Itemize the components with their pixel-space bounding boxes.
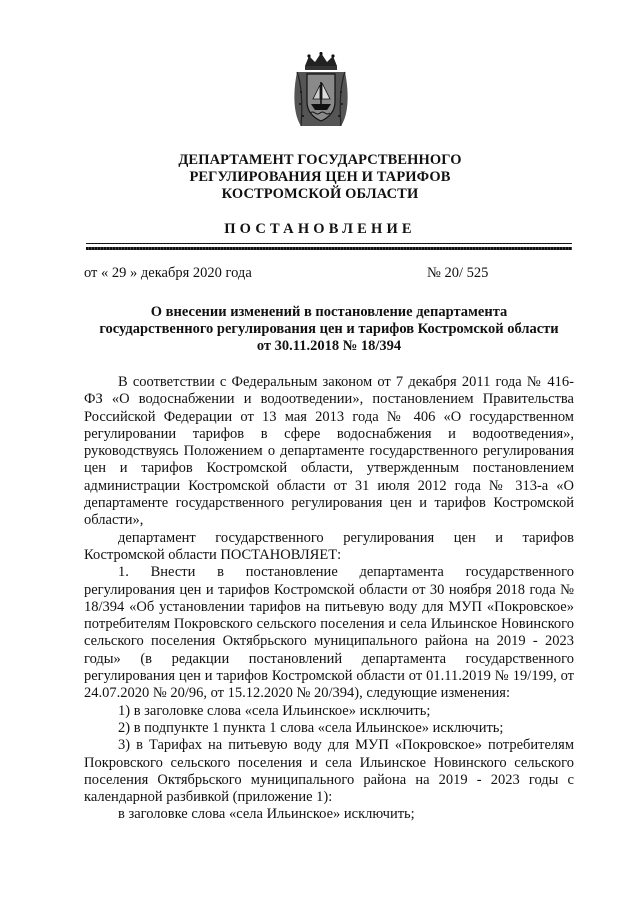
paragraph-subitem-1: 1) в заголовке слова «села Ильинское» исключить; <box>118 702 431 719</box>
title-line-2: государственного регулирования цен и тарифов Костромской области <box>99 321 559 337</box>
document-body <box>84 374 574 824</box>
kostroma-coat-of-arms-icon <box>291 52 351 130</box>
paragraph-subitem-3: 3) в Тарифах на питьевую воду для МУП «Покровское» потребителям Покровского сельского поселения и села Ильинское Новинского сельского поселения Октябрьского муниципального района на 2019 - 2023 годы с календарной разбивкой (приложение 1): <box>84 737 574 806</box>
paragraph-item-1: 1. Внести в постановление департамента государственного регулирования цен и тарифов Костромской области от 30 ноября 2018 года № 18/394 «Об установлении тарифов на питьевую воду для МУП «Покровское» потребителям Покровского сельского поселения и села Ильинское Новинского сельского поселения Октябрьского муниципального района на 2019 - 2023 годы» (в редакции постановлений департамента государственного регулирования цен и тарифов Костромской области от 01.11.2019 № 19/199, от 24.07.2020 № 20/96, от 15.12.2020 № 20/394), следующие изменения: <box>84 564 574 702</box>
issuing-organization <box>0 152 640 203</box>
org-line-3: КОСТРОМСКОЙ ОБЛАСТИ <box>221 186 419 202</box>
document-number: № 20/ 525 <box>427 265 489 281</box>
document-type: ПОСТАНОВЛЕНИЕ <box>224 221 416 237</box>
org-line-1: ДЕПАРТАМЕНТ ГОСУДАРСТВЕННОГО <box>178 152 462 168</box>
document-title <box>84 304 574 355</box>
paragraph-preamble: В соответствии с Федеральным законом от 7 декабря 2011 года № 416-ФЗ «О водоснабжении и водоотведении», постановлением Правительства Российской Федерации от 13 мая 2013 года № 406 «О государственном регулировании тарифов в сфере водоснабжения и водоотведения», руководствуясь Положением о департаменте государственного регулирования цен и тарифов Костромской области, утвержденным постановлением администрации Костромской области от 31 июля 2012 года № 313-а «О департаменте государственного регулирования цен и тарифов Костромской области», <box>84 374 574 529</box>
header-divider-thick <box>86 247 572 250</box>
header-divider-thin <box>86 243 572 244</box>
paragraph-subitem-2: 2) в подпункте 1 пункта 1 слова «села Ильинское» исключить; <box>118 719 504 736</box>
title-line-1: О внесении изменений в постановление департамента <box>150 304 508 320</box>
paragraph-subitem-3-detail: в заголовке слова «села Ильинское» исключить; <box>118 806 415 823</box>
paragraph-resolves: департамент государственного регулирования цен и тарифов Костромской области ПОСТАНОВЛЯЕТ: <box>84 529 574 563</box>
title-line-3: от 30.11.2018 № 18/394 <box>256 338 402 354</box>
org-line-2: РЕГУЛИРОВАНИЯ ЦЕН И ТАРИФОВ <box>189 169 451 185</box>
document-date: от « 29 » декабря 2020 года <box>84 265 252 281</box>
